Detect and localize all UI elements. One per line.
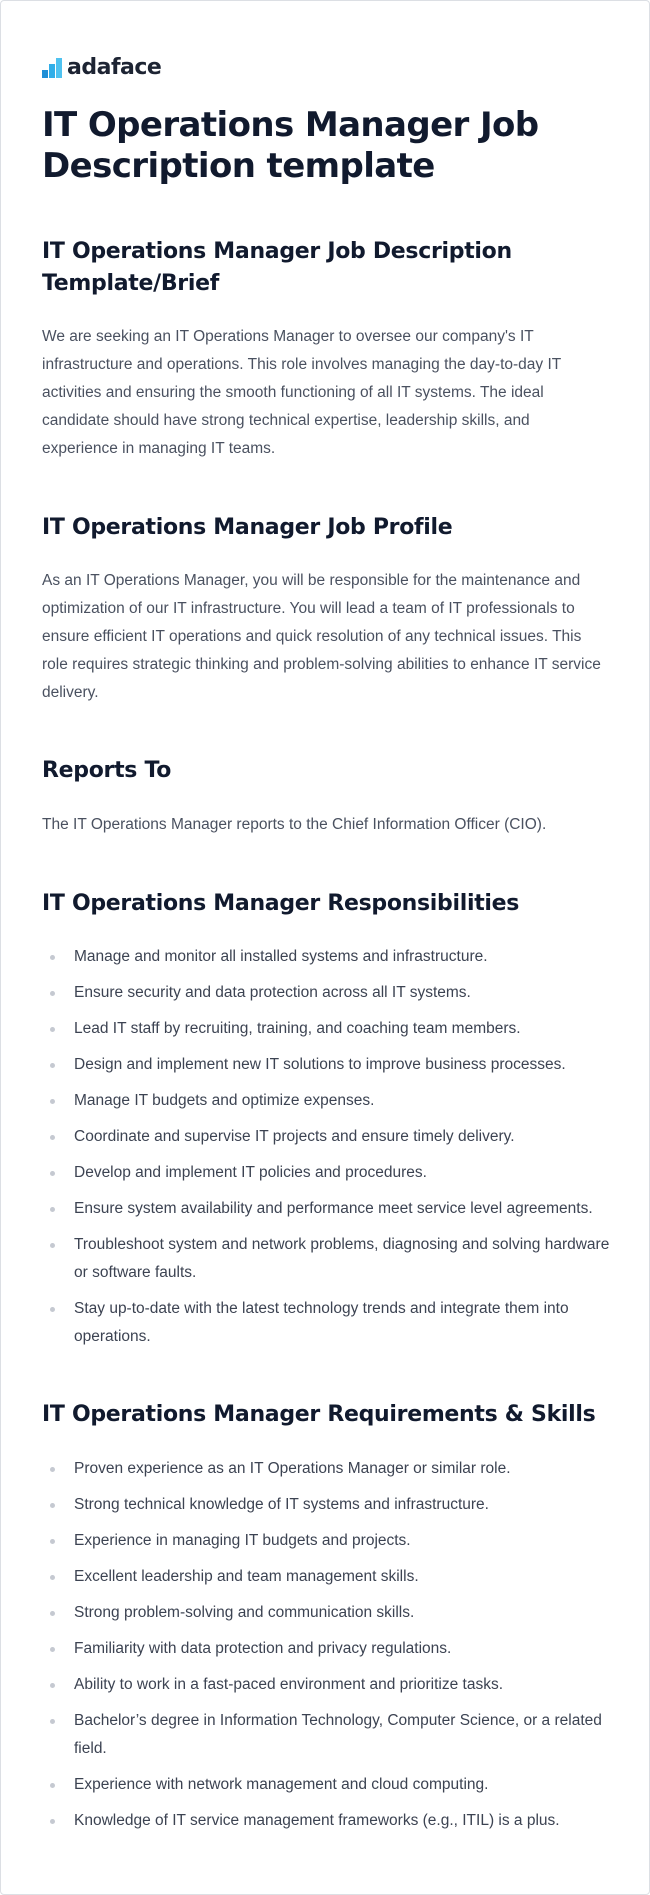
brand-name: adaface [67,54,162,80]
list-item: Ability to work in a fast-paced environment and prioritize tasks. [42,1671,610,1699]
logo-bars-icon [42,56,62,78]
responsibilities-heading: IT Operations Manager Responsibilities [42,891,520,916]
list-item: Knowledge of IT service management frameworks (e.g., ITIL) is a plus. [42,1807,610,1835]
profile-heading: IT Operations Manager Job Profile [42,515,453,540]
list-item: Experience in managing IT budgets and projects. [42,1527,610,1555]
brief-heading: IT Operations Manager Job Description Template/Brief [42,239,512,296]
list-item: Strong problem-solving and communication skills. [42,1599,610,1627]
list-item: Develop and implement IT policies and procedures. [42,1159,610,1187]
responsibilities-list [42,943,610,1359]
brief-text: We are seeking an IT Operations Manager to oversee our company's IT infrastructure and operations. This role involves managing the day-to-day IT activities and ensuring the smooth functioning of all IT systems. The ideal candidate should have strong technical expertise, leadership skills, and experience in managing IT teams. [42,328,561,457]
list-item: Bachelor’s degree in Information Technology, Computer Science, or a related field. [42,1707,610,1763]
list-item: Familiarity with data protection and privacy regulations. [42,1635,610,1663]
list-item: Coordinate and supervise IT projects and ensure timely delivery. [42,1123,610,1151]
reports-to-heading: Reports To [42,758,172,783]
page-title: IT Operations Manager Job Description template [42,105,539,186]
brand-logo[interactable] [42,53,161,81]
list-item: Ensure security and data protection across all IT systems. [42,979,610,1007]
list-item: Stay up-to-date with the latest technology trends and integrate them into operations. [42,1295,610,1351]
list-item: Ensure system availability and performance meet service level agreements. [42,1195,610,1223]
profile-text: As an IT Operations Manager, you will be responsible for the maintenance and optimization of our IT infrastructure. You will lead a team of IT professionals to ensure efficient IT operations and quick resolution of any technical issues. This role requires strategic thinking and problem-solving abilities to enhance IT service delivery. [42,572,601,701]
list-item: Experience with network management and cloud computing. [42,1771,610,1799]
requirements-list [42,1455,610,1843]
reports-to-text: The IT Operations Manager reports to the Chief Information Officer (CIO). [42,816,547,833]
list-item: Manage and monitor all installed systems and infrastructure. [42,943,610,971]
list-item: Proven experience as an IT Operations Manager or similar role. [42,1455,610,1483]
list-item: Strong technical knowledge of IT systems and infrastructure. [42,1491,610,1519]
list-item: Lead IT staff by recruiting, training, and coaching team members. [42,1015,610,1043]
list-item: Excellent leadership and team management skills. [42,1563,610,1591]
list-item: Manage IT budgets and optimize expenses. [42,1087,610,1115]
list-item: Troubleshoot system and network problems, diagnosing and solving hardware or software faults. [42,1231,610,1287]
requirements-heading: IT Operations Manager Requirements & Skills [42,1402,596,1427]
list-item: Design and implement new IT solutions to improve business processes. [42,1051,610,1079]
